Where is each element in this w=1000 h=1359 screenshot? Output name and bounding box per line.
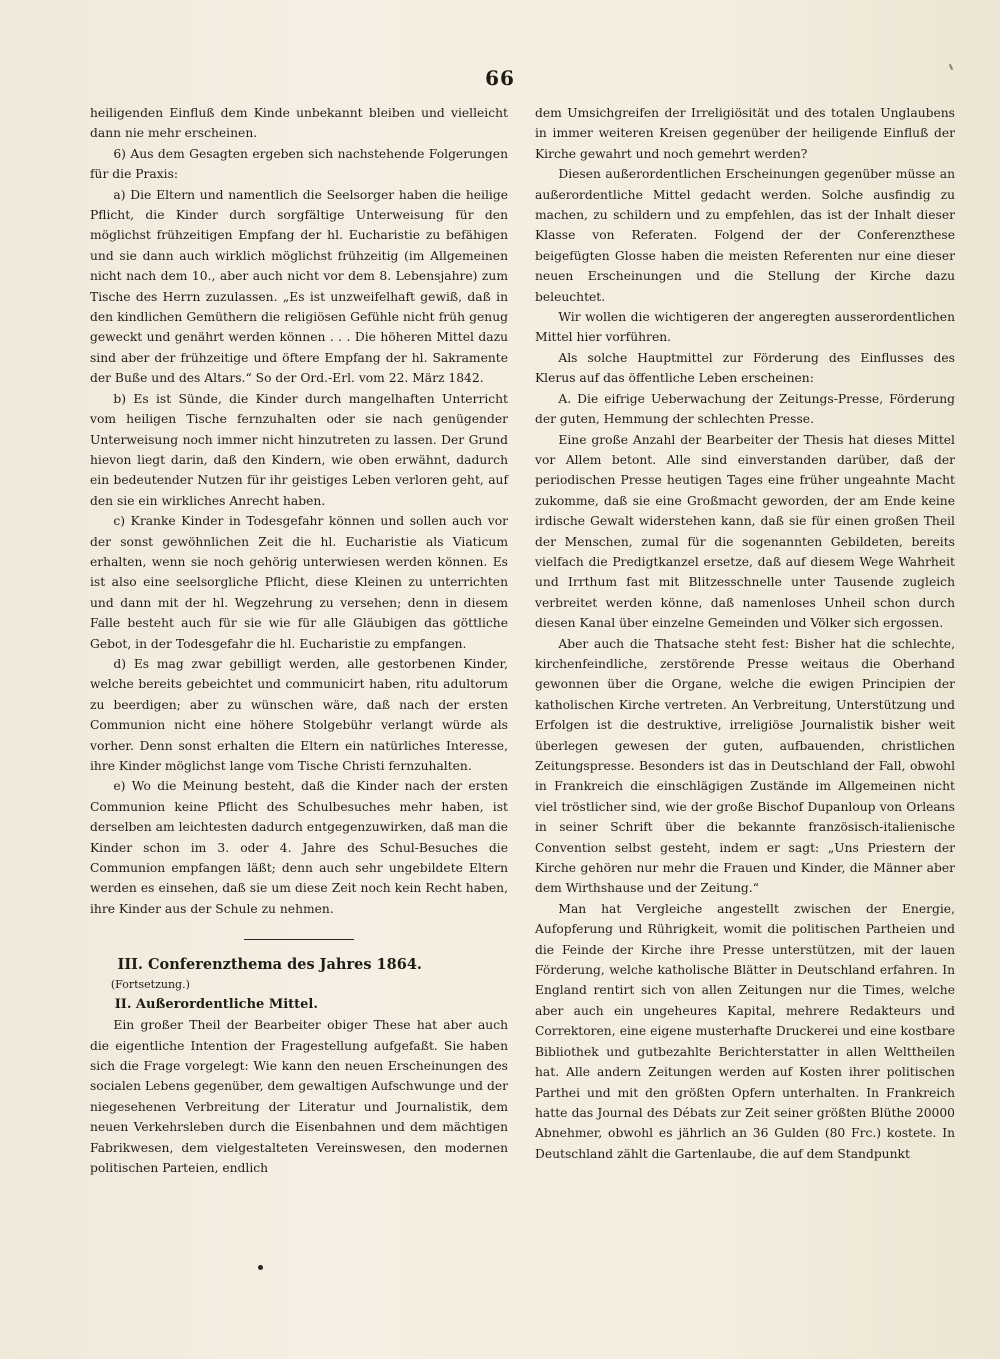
paragraph: dem Umsichgreifen der Irreligiösität und des totalen Unglaubens in immer weiteren Kreisen gegenüber der heiligende Einfluß der Kirche gewahrt und noch gemehrt werden?	[535, 106, 955, 161]
sub-heading: II. Außerordentliche Mittel.	[114, 997, 318, 1013]
section-divider	[244, 939, 354, 940]
paragraph: a) Die Eltern und namentlich die Seelsorger haben die heilige Pflicht, die Kinder durch sorgfältige Unterweisung für den möglichst frühzeitigen Empfang der hl. Eucharistie zu befähigen und sie dann auch wirklich möglichst frühzeitig (im Allgemeinen nicht nach dem 10., aber auch nicht vor dem 8. Lebensjahre) zum Tische des Herrn zuzulassen. „Es ist unzweifelhaft gewiß, daß in den kindlichen Gemüthern die religiösen Gefühle nicht früh genug geweckt und genährt werden können . . . Die höheren Mittel dazu sind aber der frühzeitige und öftere Empfang der hl. Sakramente der Buße und des Altars.“ So der Ord.-Erl. vom 22. März 1842.	[90, 187, 508, 386]
paragraph: e) Wo die Meinung besteht, daß die Kinder nach der ersten Communion keine Pflicht des Schulbesuches mehr haben, ist derselben am leichtesten dadurch entgegenzuwirken, daß man die Kinder schon im 3. oder 4. Jahre des Schul-Besuches die Communion empfangen läßt; denn auch sehr ungebildete Eltern werden es einsehen, daß sie um diese Zeit noch kein Recht haben, ihre Kinder aus der Schule zu nehmen.	[90, 779, 508, 916]
paragraph: d) Es mag zwar gebilligt werden, alle gestorbenen Kinder, welche bereits gebeichtet und communicirt haben, ritu adultorum zu beerdigen; aber zu wünschen wäre, daß nach der ersten Communion nicht eine höhere Stolgebühr verlangt würde als vorher. Denn sonst erhalten die Eltern ein natürliches Interesse, ihre Kinder möglichst lange vom Tische Christi fernzuhalten.	[90, 656, 508, 773]
paragraph: Aber auch die Thatsache steht fest: Bisher hat die schlechte, kirchenfeindliche, zerstörende Presse weitaus die Oberhand gewonnen über die Organe, welche die ewigen Principien der katholischen Kirche vertreten. An Verbreitung, Unterstützung und Erfolgen ist die destruktive, irreligiöse Journalistik bisher weit überlegen gewesen der guten, aufbauenden, christlichen Zeitungspresse. Besonders ist das in Deutschland der Fall, obwohl in Frankreich die einschlägigen Zustände im Allgemeinen nicht viel tröstlicher sind, wie der große Bischof Dupanloup von Orleans in seiner Schrift über die bekannte französisch-italienische Convention selbst gesteht, indem er sagt: „Uns Priestern der Kirche gehören nur mehr die Frauen und Kinder, die Männer aber dem Wirthshause und der Zeitung.“	[535, 636, 955, 896]
section-note: (Fortsetzung.)	[110, 978, 190, 992]
ink-dot	[258, 1265, 263, 1270]
left-column-upper-text	[90, 103, 508, 919]
paragraph: Eine große Anzahl der Bearbeiter der Thesis hat dieses Mittel vor Allem betont. Alle sind einverstanden darüber, daß der periodischen Presse heutigen Tages eine früher ungeahnte Macht zukomme, daß sie eine Großmacht geworden, der am Ende keine irdische Gewalt widerstehen kann, daß sie für einen großen Theil der Menschen, zumal für die sogenannten Gebildeten, bereits vielfach die Predigtkanzel ersetze, daß auf diesem Wege Wahrheit und Irrthum fast mit Blitzesschnelle unter Tausende zugleich verbreitet werden könne, daß namenloses Unheil schon durch diesen Kanal über einzelne Gemeinden und Völker sich ergossen.	[535, 432, 955, 631]
paragraph: Man hat Vergleiche angestellt zwischen der Energie, Aufopferung und Rührigkeit, womit die politischen Partheien und die Feinde der Kirche ihre Presse unterstützen, mit der lauen Förderung, welche katholische Blätter in Deutschland erfahren. In England rentirt sich von allen Zeitungen nur die Times, welche aber auch ein ungeheures Kapital, mehrere Redakteurs und Correktoren, eine eigene musterhafte Druckerei und eine kostbare Bibliothek und gutbezahlte Berichterstatter in allen Welttheilen hat. Alle andern Zeitungen werden auf Kosten ihrer politischen Parthei und mit den größten Opfern unterhalten. In Frankreich hatte das Journal des Débats zur Zeit seiner größten Blüthe 20000 Abnehmer, obwohl es jährlich an 36 Gulden (80 Frc.) kostete. In Deutschland zählt die Gartenlaube, die auf dem Standpunkt	[535, 901, 955, 1161]
page-number: 66	[485, 66, 515, 90]
paragraph: 6) Aus dem Gesagten ergeben sich nachstehende Folgerungen für die Praxis:	[90, 146, 508, 182]
left-column	[90, 103, 508, 1179]
paragraph: A. Die eifrige Ueberwachung der Zeitungs-Presse, Förderung der guten, Hemmung der schlechten Presse.	[535, 391, 955, 427]
right-column	[535, 103, 955, 1164]
paragraph: b) Es ist Sünde, die Kinder durch mangelhaften Unterricht vom heiligen Tische fernzuhalten oder sie nach genügender Unterweisung noch immer nicht hinzutreten zu lassen. Der Grund hievon liegt darin, daß den Kindern, wie oben erwähnt, dadurch ein bedeutender Nutzen für ihr geistiges Leben verloren geht, auf den sie ein wirkliches Anrecht haben.	[90, 391, 508, 508]
paragraph: Ein großer Theil der Bearbeiter obiger These hat aber auch die eigentliche Intention der Fragestellung aufgefaßt. Sie haben sich die Frage vorgelegt: Wie kann den neuen Erscheinungen des socialen Lebens gegenüber, dem gewaltigen Aufschwunge und der niegesehenen Verbreitung der Literatur und Journalistik, dem neuen Verkehrsleben durch die Eisenbahnen und dem mächtigen Fabrikwesen, dem vielgestalteten Vereinswesen, den modernen politischen Parteien, endlich	[90, 1018, 508, 1176]
paragraph: Diesen außerordentlichen Erscheinungen gegenüber müsse an außerordentliche Mittel gedacht werden. Solche ausfindig zu machen, zu schildern und zu empfehlen, das ist der Inhalt dieser Klasse von Referaten. Folgend der der Conferenzthese beigefügten Glosse haben die meisten Referenten nur eine dieser neuen Erscheinungen und die Stellung der Kirche dazu beleuchtet.	[535, 167, 955, 304]
paragraph: c) Kranke Kinder in Todesgefahr können und sollen auch vor der sonst gewöhnlichen Zeit die hl. Eucharistie als Viaticum erhalten, wenn sie noch gehörig unterwiesen werden können. Es ist also eine seelsorgliche Pflicht, diese Kleinen zu unterrichten und dann mit der hl. Wegzehrung zu versehen; denn in diesem Falle besteht auch für sie wie für alle Gläubigen das göttliche Gebot, in der Todesgefahr die hl. Eucharistie zu empfangen.	[90, 514, 508, 651]
paragraph: Wir wollen die wichtigeren der angeregten ausserordentlichen Mittel hier vorführen.	[535, 310, 955, 345]
paragraph: heiligenden Einfluß dem Kinde unbekannt bleiben und vielleicht dann nie mehr erscheinen.	[90, 106, 508, 141]
left-column-lower-text	[90, 1015, 508, 1178]
paragraph: Als solche Hauptmittel zur Förderung des Einflusses des Klerus auf das öffentliche Leben erscheinen:	[535, 350, 955, 386]
section-heading: III. Conferenzthema des Jahres 1864.	[117, 956, 422, 974]
